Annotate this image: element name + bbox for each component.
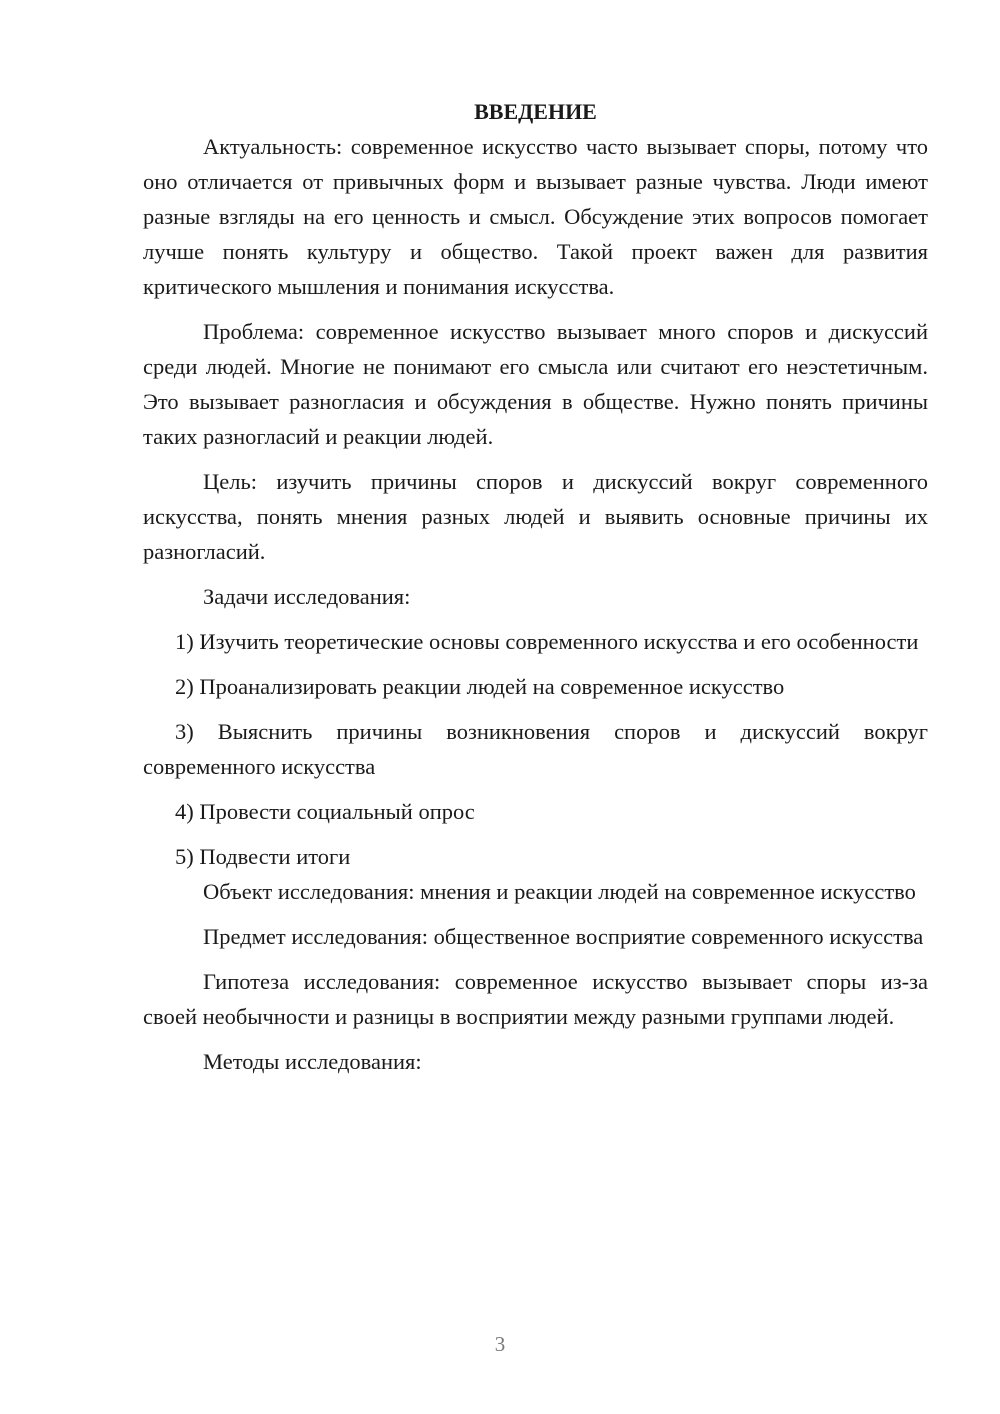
problem-paragraph: Проблема: современное искусство вызывает много споров и дискуссий среди людей. Многие не понимают его смысла или считают его неэстетичным. Это вызывает разногласия и обсуждения в обществе. Нужно понять причины таких разногласий и реакции людей. [143, 319, 928, 449]
goal-paragraph: Цель: изучить причины споров и дискуссий вокруг современного искусства, понять мнения разных людей и выявить основные причины их разногласий. [143, 469, 928, 564]
task-item: 3) Выяснить причины возникновения споров и дискуссий вокруг современного искусства [143, 719, 928, 779]
section-heading: ВВЕДЕНИЕ [474, 99, 597, 124]
tasks-title: Задачи исследования: [203, 584, 411, 609]
subject-paragraph: Предмет исследования: общественное восприятие современного искусства [203, 924, 924, 949]
relevance-paragraph: Актуальность: современное искусство часто вызывает споры, потому что оно отличается от привычных форм и вызывает разные чувства. Люди имеют разные взгляды на его ценность и смысл. Обсуждение этих вопросов помогает лучше понять культуру и общество. Такой проект важен для развития критического мышления и понимания искусства. [143, 134, 928, 299]
task-item: 5) Подвести итоги [175, 844, 351, 869]
task-item: 2) Проанализировать реакции людей на современное искусство [175, 674, 785, 699]
task-item: 1) Изучить теоретические основы современного искусства и его особенности [175, 629, 919, 654]
page-number: 3 [494, 1332, 506, 1356]
task-item: 4) Провести социальный опрос [175, 799, 475, 824]
object-paragraph: Объект исследования: мнения и реакции людей на современное искусство [203, 879, 916, 904]
page-content [143, 94, 928, 1079]
methods-title: Методы исследования: [203, 1049, 422, 1074]
hypothesis-paragraph: Гипотеза исследования: современное искусство вызывает споры из-за своей необычности и разницы в восприятии между разными группами людей. [143, 969, 928, 1029]
